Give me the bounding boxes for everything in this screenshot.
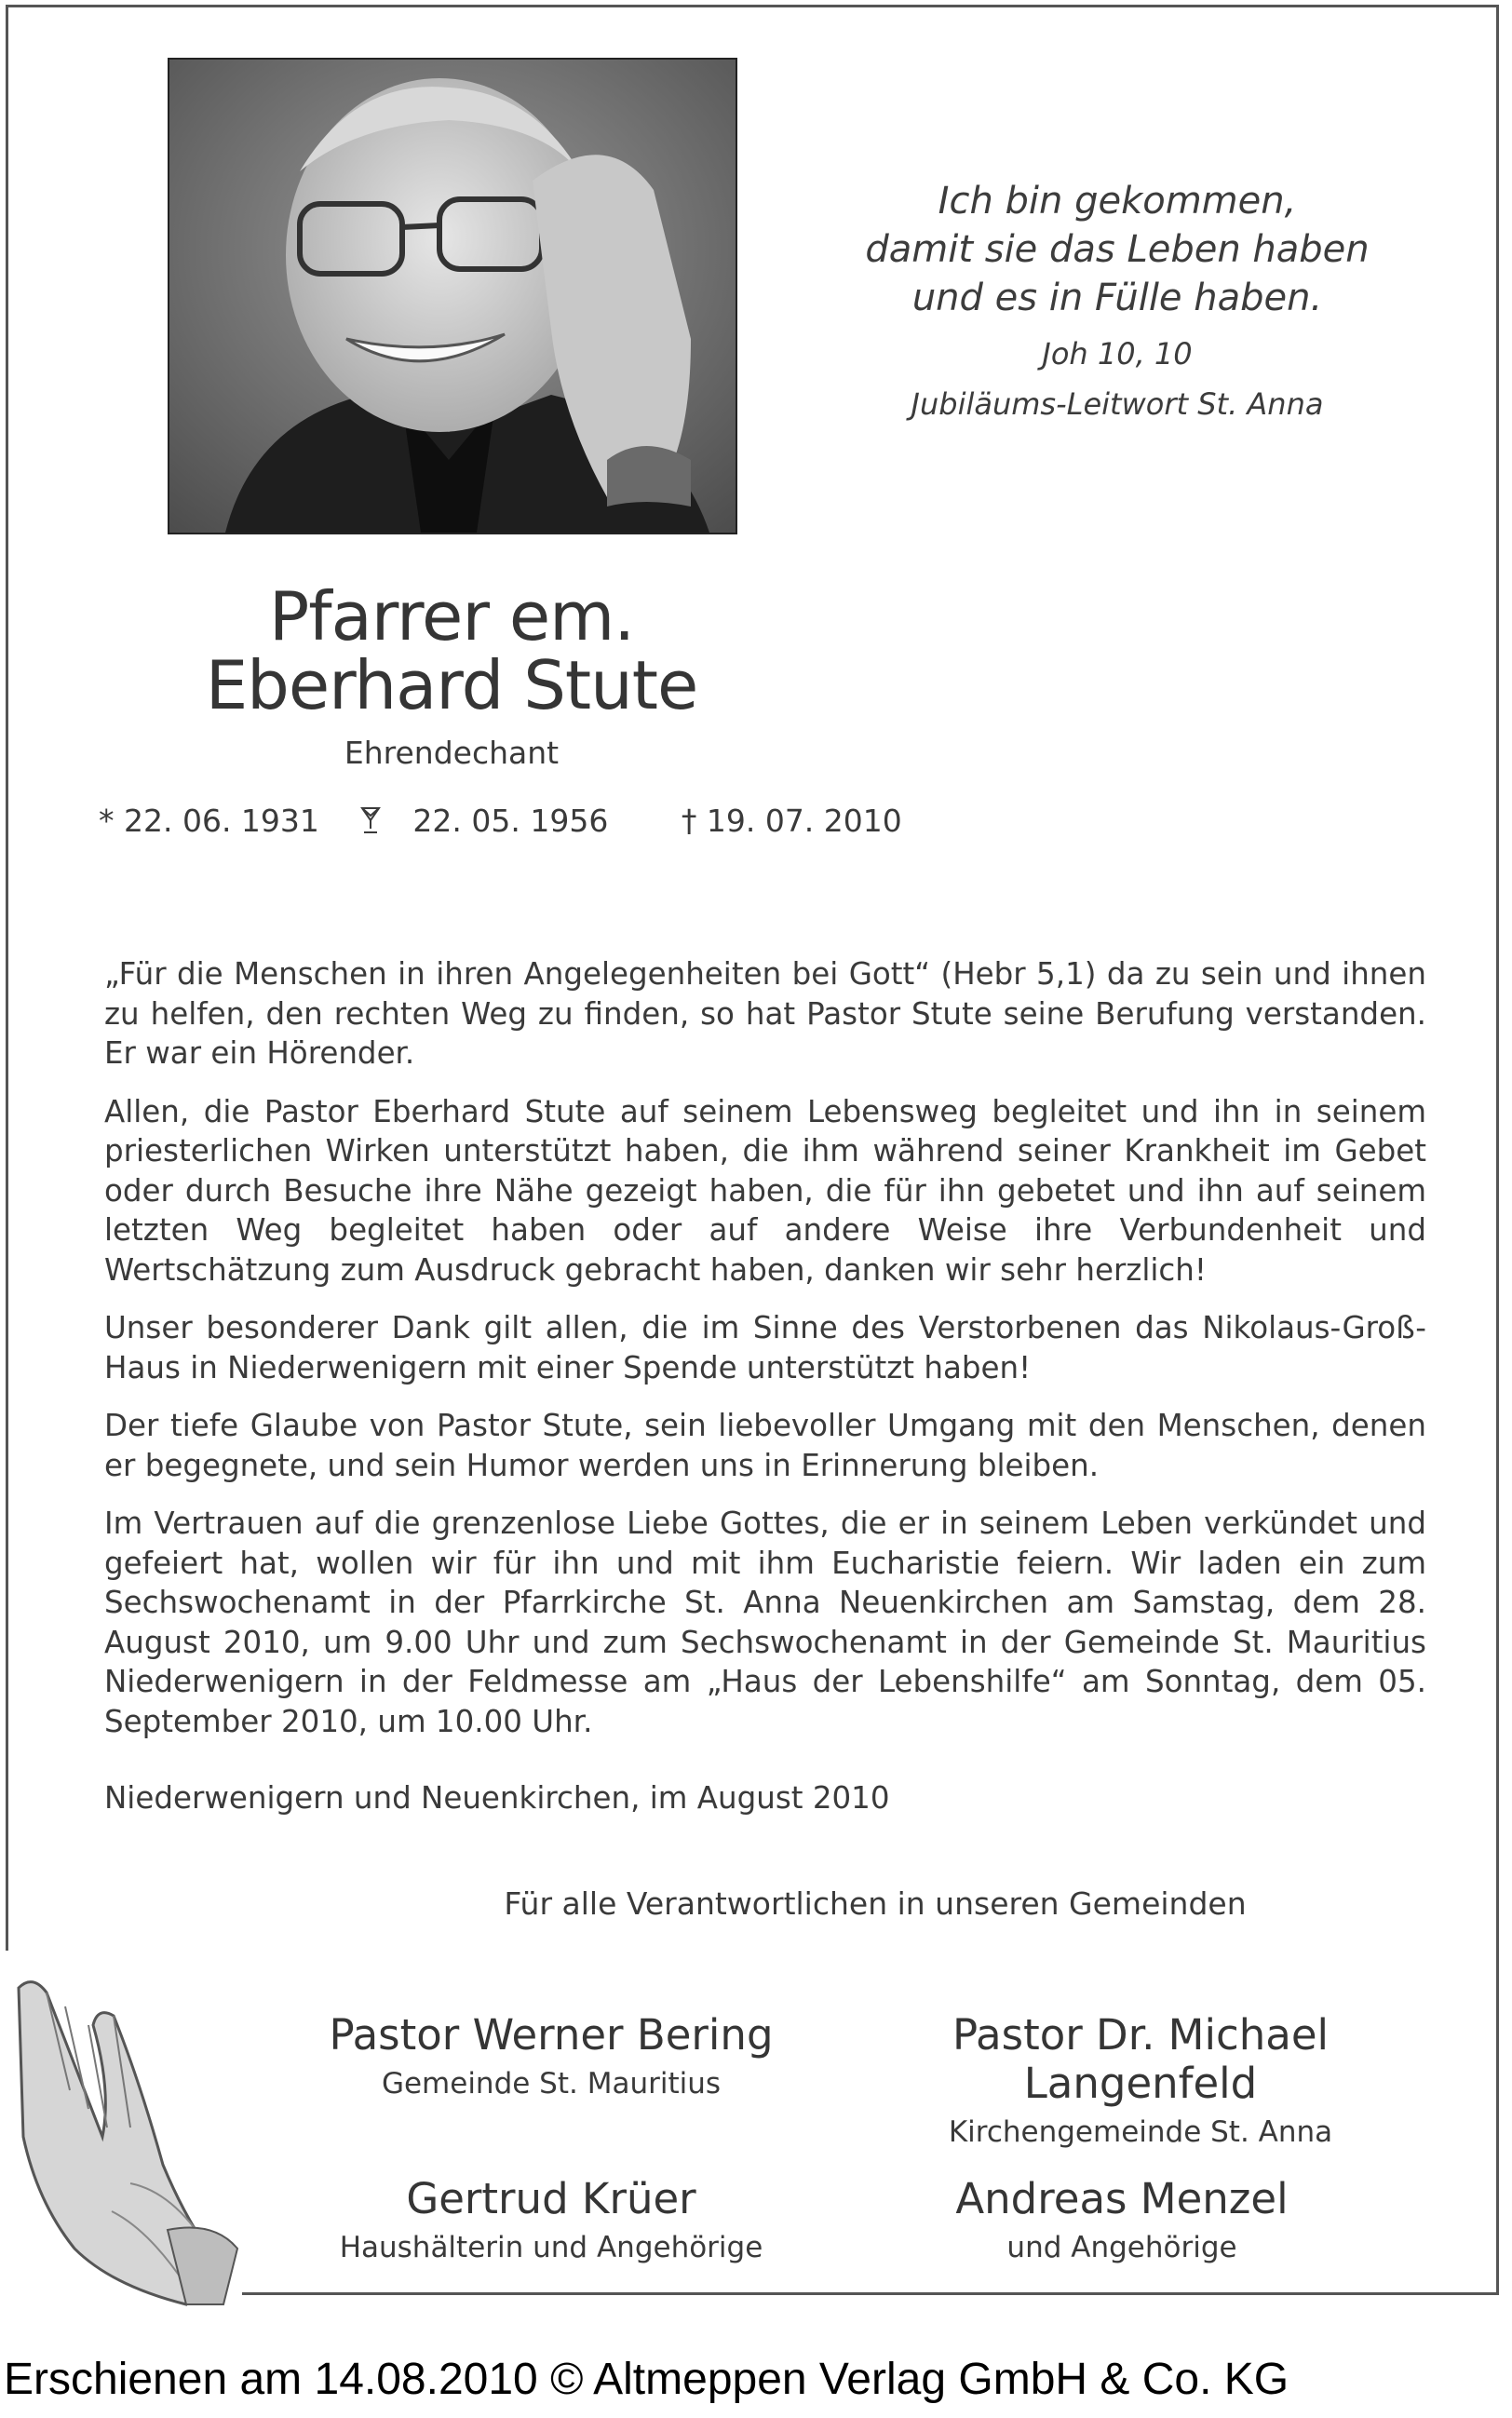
- birth-date: * 22. 06. 1931: [99, 803, 319, 839]
- quote-line: Ich bin gekommen,: [938, 180, 1297, 223]
- ordination-date-group: [360, 803, 640, 839]
- signatory-role: und Angehörige: [1006, 2231, 1237, 2264]
- deceased-honorific: Ehrendechant: [344, 735, 560, 771]
- signatory-name: Gertrud Krüer: [406, 2174, 696, 2223]
- obituary-text: [104, 954, 1426, 1837]
- deceased-title: Pfarrer em.: [268, 577, 635, 655]
- signatory-role: Haushälterin und Angehörige: [339, 2231, 763, 2264]
- signatories-intro: Für alle Verantwortlichen in unseren Gemeinden: [504, 1885, 1247, 1922]
- signatory: [843, 2175, 1401, 2266]
- life-dates: [99, 803, 934, 842]
- deceased-name: Eberhard Stute: [205, 646, 698, 724]
- chalice-icon: [360, 805, 381, 842]
- signatory-name: Pastor Werner Bering: [329, 2010, 774, 2060]
- quote-line: damit sie das Leben haben: [865, 228, 1370, 271]
- quote-reference: Joh 10, 10: [1042, 336, 1193, 371]
- signatory-role: Gemeinde St. Mauritius: [381, 2067, 722, 2101]
- quote-line: und es in Fülle haben.: [911, 277, 1323, 319]
- paragraph: Im Vertrauen auf die grenzenlose Liebe Gottes, die er in seinem Leben verkündet und gefeiert hat, wollen wir für ihn und mit ihm Eucharistie feiern. Wir laden ein zum Sechswochenamt in der Pfarrkirche St. Anna Neuenkirchen am Samstag, dem 28. August 2010, um 9.00 Uhr und zum Sechswochenamt in der Gemeinde St. Mauritius Niederwenigern in der Feldmesse am „Haus der Lebenshilfe“ am Sonntag, dem 05. September 2010, um 10.00 Uhr.: [104, 1506, 1426, 1739]
- paragraph: Allen, die Pastor Eberhard Stute auf seinem Lebensweg begleitet und ihn in seinem priesterlichen Wirken unterstützt haben, die ihm während seiner Krankheit im Gebet oder durch Besuche ihre Nähe gezeigt haben, die für ihn gebetet und ihn auf seinem letzten Weg begleitet haben oder auf andere Weise ihre Verbundenheit und Wertschätzung zum Ausdruck gebracht haben, danken wir sehr herzlich!: [104, 1093, 1426, 1288]
- paragraph: „Für die Menschen in ihren Angelegenheiten bei Gott“ (Hebr 5,1) da zu sein und ihnen zu helfen, den rechten Weg zu finden, so hat Pastor Stute seine Berufung verstanden. Er war ein Hörender.: [104, 956, 1426, 1071]
- place-date: Niederwenigern und Neuenkirchen, im August 2010: [104, 1780, 890, 1816]
- signatory: [272, 2011, 830, 2102]
- death-date: † 19. 07. 2010: [681, 803, 902, 839]
- quote-subtitle: Jubiläums-Leitwort St. Anna: [911, 386, 1324, 422]
- paragraph: Der tiefe Glaube von Pastor Stute, sein liebevoller Umgang mit den Menschen, denen er begegnete, und sein Humor werden uns in Erinnerung bleiben.: [104, 1408, 1426, 1483]
- signatory-name: Pastor Dr. Michael Langenfeld: [952, 2010, 1330, 2108]
- signatory-role: Kirchengemeinde St. Anna: [948, 2115, 1333, 2149]
- signatory-name: Andreas Menzel: [955, 2174, 1289, 2223]
- paragraph: Unser besonderer Dank gilt allen, die im Sinne des Verstorbenen das Nikolaus-Groß-Haus in Niederwenigern mit einer Spende unterstützt haben!: [104, 1310, 1426, 1385]
- praying-hands-icon: [0, 1951, 242, 2309]
- ordination-date: 22. 05. 1956: [412, 803, 609, 839]
- portrait-photo: [168, 58, 737, 534]
- publication-footer: Erschienen am 14.08.2010 © Altmeppen Verlag GmbH & Co. KG: [4, 2355, 1289, 2404]
- bible-quote: [819, 177, 1415, 423]
- signatory: [852, 2011, 1429, 2151]
- deceased-name-block: [149, 577, 754, 772]
- signatory: [272, 2175, 830, 2266]
